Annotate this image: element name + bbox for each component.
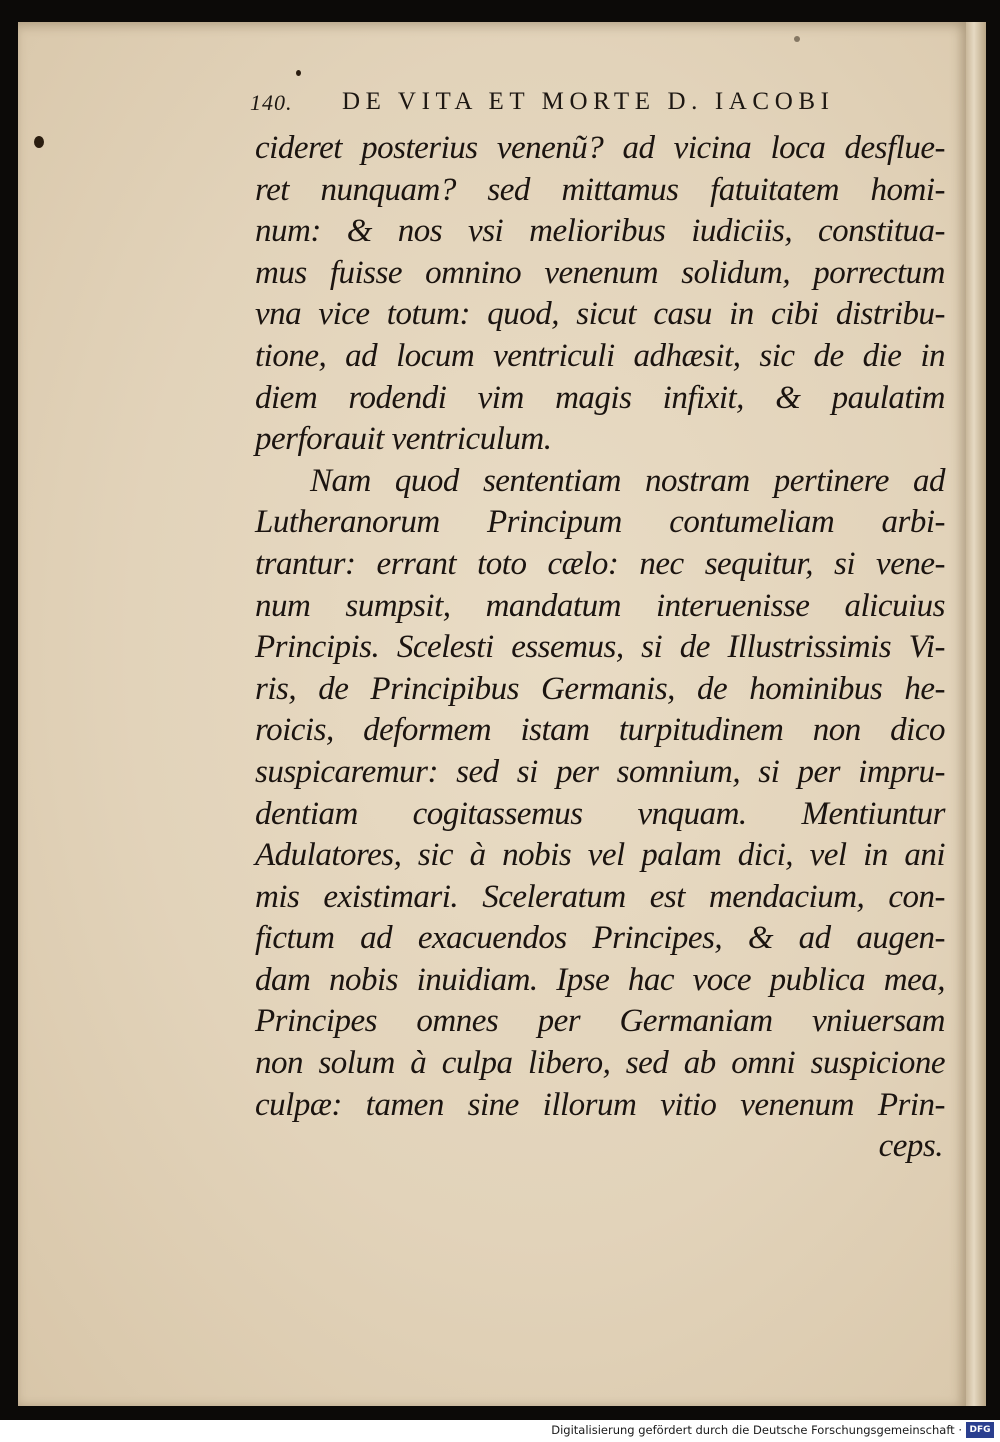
text-line: dentiam cogitassemus vnquam. Mentiuntur bbox=[255, 795, 945, 832]
ink-spot bbox=[296, 70, 301, 76]
text-line: dam nobis inuidiam. Ipse hac voce publica mea, bbox=[255, 961, 945, 998]
footer-bar bbox=[0, 1420, 1000, 1442]
text-line: cideret posterius venenũ? ad vicina loca desflue- bbox=[255, 130, 945, 166]
text-line: num: & nos vsi melioribus iudiciis, constitua- bbox=[255, 213, 945, 250]
text-line: mis existimari. Sceleratum est mendacium, con- bbox=[255, 878, 945, 915]
text-line: roicis, deformem istam turpitudinem non dico bbox=[255, 712, 945, 749]
text-line: Adulatores, sic à nobis vel palam dici, vel in ani bbox=[255, 837, 945, 874]
text-line: mus fuisse omnino venenum solidum, porrectum bbox=[255, 254, 945, 291]
text-line: fictum ad exacuendos Principes, & ad augen- bbox=[255, 920, 945, 957]
text-line: perforauit ventriculum. bbox=[255, 421, 552, 458]
text-line: num sumpsit, mandatum interuenisse alicuius bbox=[255, 587, 945, 624]
text-line: Principis. Scelesti essemus, si de Illustrissimis Vi- bbox=[255, 629, 945, 666]
text-line: ret nunquam? sed mittamus fatuitatem homi- bbox=[255, 171, 945, 208]
page-edge bbox=[966, 22, 986, 1406]
page-header bbox=[250, 88, 940, 124]
text-line: suspicaremur: sed si per somnium, si per impru- bbox=[255, 753, 945, 790]
funding-credit: Digitalisierung gefördert durch die Deutsche Forschungsgemeinschaft · bbox=[551, 1423, 962, 1437]
ink-spot bbox=[34, 136, 44, 148]
text-line: diem rodendi vim magis infixit, & paulatim bbox=[255, 379, 945, 416]
text-line: trantur: errant toto cælo: nec sequitur, si vene- bbox=[255, 545, 945, 582]
text-line: vna vice totum: quod, sicut casu in cibi distribu- bbox=[255, 296, 945, 333]
text-line: Lutheranorum Principum contumeliam arbi- bbox=[255, 504, 945, 541]
ink-spot bbox=[794, 36, 800, 42]
page-number: 140. bbox=[250, 90, 293, 115]
text-line: ris, de Principibus Germanis, de hominibus he- bbox=[255, 670, 945, 707]
paragraph-start-line: Nam quod sententiam nostram pertinere ad bbox=[310, 462, 945, 499]
running-title: DE VITA ET MORTE D. IACOBI bbox=[342, 88, 835, 115]
catchword: ceps. bbox=[878, 1128, 943, 1165]
dfg-logo: DFG bbox=[966, 1422, 994, 1438]
text-block bbox=[255, 128, 945, 1168]
text-line: culpæ: tamen sine illorum vitio venenum Prin- bbox=[255, 1086, 945, 1123]
text-line: tione, ad locum ventriculi adhæsit, sic de die in bbox=[255, 337, 945, 374]
text-line: non solum à culpa libero, sed ab omni suspicione bbox=[255, 1045, 945, 1082]
text-line: Principes omnes per Germaniam vniuersam bbox=[255, 1003, 945, 1040]
